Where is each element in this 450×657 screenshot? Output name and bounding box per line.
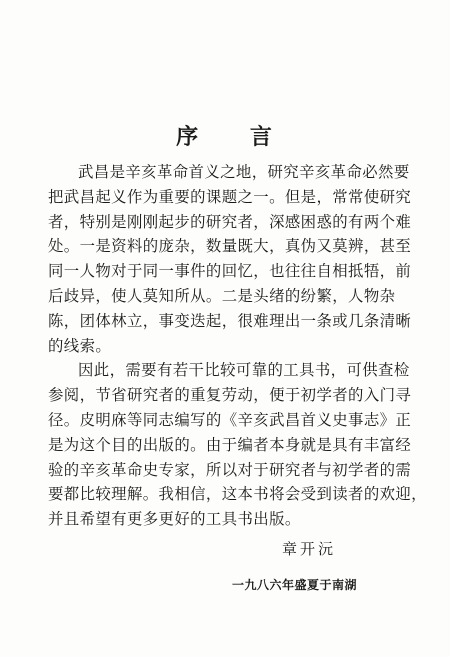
paragraph-1-line-1: 武昌是辛亥革命首义之地，研究辛亥革命必然要 xyxy=(78,163,410,181)
paragraph-2-line-2: 参阅，节省研究者的重复劳动，便于初学者的入门寻 xyxy=(48,386,412,405)
paragraph-1-line-7: 陈，团体林立，事变迭起，很难理出一条或几条清晰 xyxy=(48,311,412,330)
paragraph-1-line-5: 同一人物对于同一事件的回忆，也往往自相抵牾，前 xyxy=(48,262,412,281)
paragraph-1-line-4: 处。一是资料的庞杂，数量既大，真伪又莫辨，甚至 xyxy=(48,237,412,256)
paragraph-1-line-2: 把武昌起义作为重要的课题之一。但是，常常使研究 xyxy=(48,187,412,206)
paragraph-1-line-6: 后歧异，使人莫知所从。二是头绪的纷繁，人物杂 xyxy=(48,286,396,305)
paragraph-2-line-6: 要都比较理解。我相信，这本书将会受到读者的欢迎， xyxy=(48,485,427,504)
date-line: 一九八六年盛夏于南湖 xyxy=(232,578,358,592)
paragraph-1-line-3: 者，特别是刚刚起步的研究者，深感困惑的有两个难 xyxy=(48,212,412,231)
paragraph-2-line-1: 因此，需要有若干比较可靠的工具书，可供查检 xyxy=(78,361,410,380)
author-signature: 章开沅 xyxy=(282,540,337,558)
paragraph-2-line-4: 是为这个目的出版的。由于编者本身就是具有丰富经 xyxy=(48,435,412,454)
paragraph-2-line-3: 径。皮明庥等同志编写的《辛亥武昌首义史事志》正 xyxy=(48,410,412,429)
page-title: 序 言 xyxy=(176,124,294,150)
preface-body xyxy=(48,160,427,532)
paragraph-1-line-8: 的线索。 xyxy=(48,336,112,355)
paragraph-2-line-7: 并且希望有更多更好的工具书出版。 xyxy=(48,510,301,529)
paragraph-2-line-5: 验的辛亥革命史专家，所以对于研究者与初学者的需 xyxy=(48,460,412,479)
